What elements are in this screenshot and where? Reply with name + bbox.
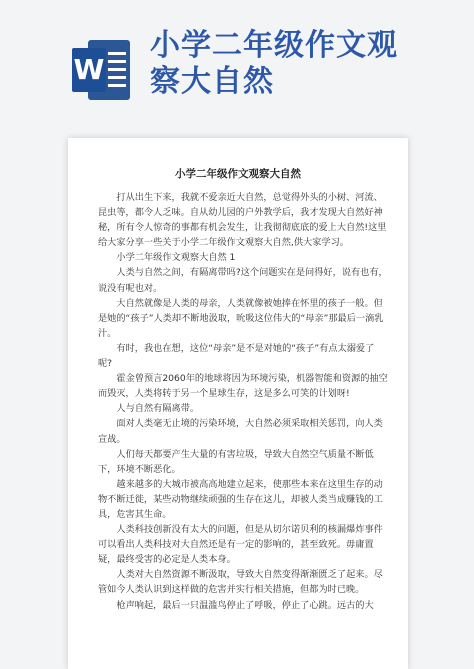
paragraph: 人们每天都要产生大量的有害垃圾，导致大自然空气质量不断低下，环境不断恶化。 [98,448,374,475]
paragraph: 人类对大自然资源不断汲取，导致大自然变得渐渐匮乏了起来。尽管如今人类认识到这样做的危害并实行相关措施，但都为时已晚。 [98,569,383,596]
paragraph: 人类科技创新没有太大的问题，但是从切尔诺贝利的核漏爆炸事件可以看出人类科技对大自然还是有一定的影响的，甚至致死。毋庸置疑，最终受害的必定是人类本身。 [98,524,383,566]
paragraph: 人类与自然之间，有隔离带吗?这个问题实在是问得好，说有也有，说没有呢也对。 [98,267,388,294]
word-icon-letter: W [72,48,106,92]
paragraph: 霍金曾预言2060年的地球将因为环境污染，机器智能和资源的抽空而毁灭，人类将转于另一个星球生存，这是多么可笑的计划呀! [98,373,388,400]
section-heading: 小学二年级作文观察大自然 1 [116,252,236,264]
paragraph: 枪声响起，最后一只温滥鸟停止了呼吸，停止了心跳。远古的大 [116,599,374,611]
word-icon-line [108,60,126,63]
paragraph: 打从出生下来，我就不爱亲近大自然，总觉得外头的小树、河流、昆虫等，都令人乏味。自从幼儿园的户外教学后，我才发现大自然好神秘，所有令人惊奇的事都有机会发生，让我彻彻底底的爱上大自然!这里给大家分享一些关于小学二年级作文观察大自然,供大家学习。 [98,192,387,249]
word-icon-line [108,52,126,55]
word-icon-line [108,76,126,79]
paragraph: 面对人类毫无止境的污染环境，大自然必须采取相关惩罚，向人类宣战。 [98,418,383,445]
document-page [68,138,408,669]
paragraph: 有时，我也在想，这位“母亲”是不是对她的“孩子”有点太溺爱了呢? [98,342,375,370]
document-title: 小学二年级作文观察大自然 [175,168,301,180]
paragraph: 大自然就像是人类的母亲，人类就像被她捧在怀里的孩子一般。但是她的“孩子”人类却不断地汲取，吮吸这位伟大的“母亲”那最后一滴乳汁。 [98,297,384,339]
paragraph: 越来越多的大城市被高高地建立起来，使那些本来在这里生存的动物不断迁徙，某些动物继续顽强的生存在这儿，却被人类当成赚钱的工具，危害其生命。 [98,478,383,520]
banner [0,0,474,120]
word-icon [72,38,132,102]
banner-title-line-1: 小学二年级作文观 [150,28,398,63]
paragraph: 人与自然有隔离带。 [116,403,200,415]
banner-title [150,28,450,100]
banner-title-line-2: 察大自然 [150,64,274,99]
document-body [98,190,388,613]
word-icon-line [108,68,126,71]
word-icon-line [108,84,126,87]
